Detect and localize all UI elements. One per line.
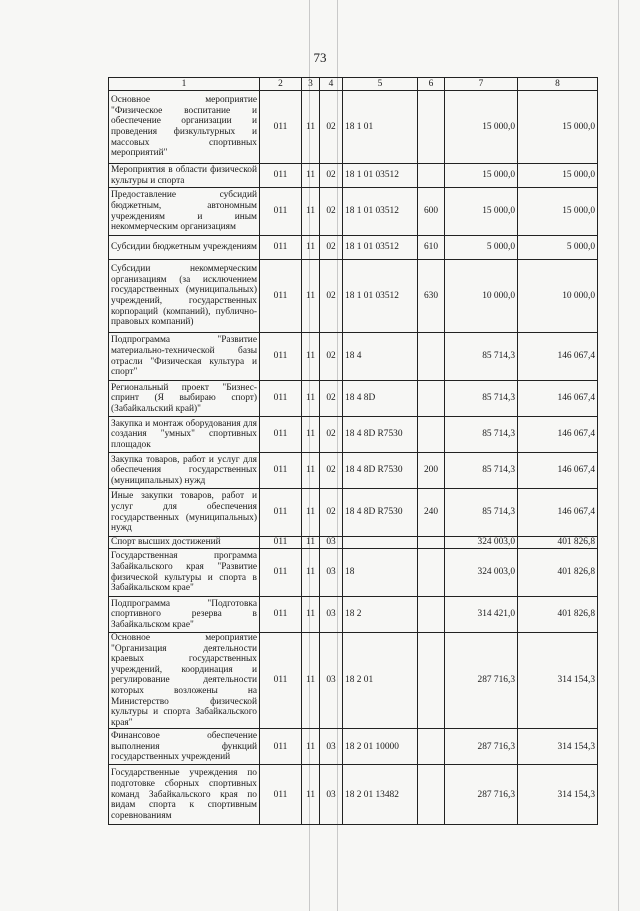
cell-col6	[418, 333, 445, 381]
cell-col6	[418, 417, 445, 453]
cell-col6	[418, 597, 445, 633]
row-name: Закупка и монтаж оборудования для создания "умных" спортивных площадок	[109, 417, 260, 453]
cell-col7: 15 000,0	[445, 164, 518, 188]
cell-col2: 011	[260, 633, 302, 729]
cell-col3: 11	[302, 597, 320, 633]
cell-col2: 011	[260, 188, 302, 236]
cell-col4: 02	[320, 489, 343, 537]
cell-col8: 10 000,0	[518, 260, 598, 333]
table-row	[109, 381, 598, 417]
cell-col6	[418, 729, 445, 765]
row-name: Спорт высших достижений	[109, 537, 260, 549]
cell-col8: 146 067,4	[518, 381, 598, 417]
row-name: Закупка товаров, работ и услуг для обеспечения государственных (муниципальных) нужд	[109, 453, 260, 489]
cell-col5: 18 4	[343, 333, 418, 381]
cell-col3: 11	[302, 489, 320, 537]
cell-col6: 200	[418, 453, 445, 489]
cell-col7: 287 716,3	[445, 633, 518, 729]
cell-col2: 011	[260, 537, 302, 549]
cell-col4: 03	[320, 537, 343, 549]
cell-col3: 11	[302, 333, 320, 381]
row-name: Основное мероприятие "Физическое воспитание и обеспечение организации и проведения физкультурных и массовых спортивных мероприятий"	[109, 91, 260, 164]
cell-col7: 85 714,3	[445, 333, 518, 381]
page-number: 73	[313, 50, 327, 65]
table-row	[109, 91, 598, 164]
cell-col4: 03	[320, 765, 343, 825]
cell-col8: 401 826,8	[518, 537, 598, 549]
cell-col3: 11	[302, 453, 320, 489]
cell-col2: 011	[260, 91, 302, 164]
cell-col2: 011	[260, 765, 302, 825]
cell-col5: 18 4 8D R7530	[343, 453, 418, 489]
cell-col4: 03	[320, 729, 343, 765]
cell-col5: 18 2	[343, 597, 418, 633]
cell-col8: 314 154,3	[518, 765, 598, 825]
cell-col4: 03	[320, 633, 343, 729]
row-name: Предоставление субсидий бюджетным, автономным учреждениям и иным некоммерческим организациям	[109, 188, 260, 236]
cell-col2: 011	[260, 260, 302, 333]
cell-col2: 011	[260, 236, 302, 260]
cell-col7: 85 714,3	[445, 489, 518, 537]
column-header: 7	[445, 78, 518, 91]
row-name: Финансовое обеспечение выполнения функций государственных учреждений	[109, 729, 260, 765]
cell-col3: 11	[302, 549, 320, 597]
cell-col3: 11	[302, 164, 320, 188]
cell-col5: 18 1 01 03512	[343, 260, 418, 333]
row-name: Мероприятия в области физической культуры и спорта	[109, 164, 260, 188]
cell-col7: 85 714,3	[445, 417, 518, 453]
cell-col2: 011	[260, 549, 302, 597]
cell-col6	[418, 765, 445, 825]
cell-col7: 287 716,3	[445, 729, 518, 765]
row-name: Субсидии бюджетным учреждениям	[109, 236, 260, 260]
cell-col3: 11	[302, 260, 320, 333]
cell-col2: 011	[260, 489, 302, 537]
table-row	[109, 489, 598, 537]
cell-col4: 03	[320, 549, 343, 597]
cell-col3: 11	[302, 417, 320, 453]
cell-col6	[418, 164, 445, 188]
cell-col6	[418, 381, 445, 417]
cell-col8: 146 067,4	[518, 417, 598, 453]
cell-col7: 324 003,0	[445, 537, 518, 549]
cell-col4: 02	[320, 260, 343, 333]
cell-col8: 401 826,8	[518, 597, 598, 633]
row-name: Субсидии некоммерческим организациям (за исключением государственных (муниципальных) учреждений, государственных корпораций (компаний), публично-правовых компаний)	[109, 260, 260, 333]
row-name: Государственные учреждения по подготовке сборных спортивных команд Забайкальского края по видам спорта к спортивным соревнованиям	[109, 765, 260, 825]
table-row	[109, 417, 598, 453]
cell-col5: 18 4 8D R7530	[343, 489, 418, 537]
cell-col5: 18 2 01	[343, 633, 418, 729]
row-name: Подпрограмма "Подготовка спортивного резерва в Забайкальском крае"	[109, 597, 260, 633]
cell-col5	[343, 537, 418, 549]
table-row	[109, 549, 598, 597]
row-name: Подпрограмма "Развитие материально-технической базы отрасли "Физическая культура и спорт"	[109, 333, 260, 381]
column-header: 4	[320, 78, 343, 91]
cell-col8: 5 000,0	[518, 236, 598, 260]
cell-col7: 324 003,0	[445, 549, 518, 597]
table-row	[109, 729, 598, 765]
cell-col7: 15 000,0	[445, 91, 518, 164]
table-row	[109, 597, 598, 633]
cell-col7: 287 716,3	[445, 765, 518, 825]
cell-col4: 02	[320, 91, 343, 164]
cell-col6: 600	[418, 188, 445, 236]
cell-col6	[418, 633, 445, 729]
cell-col7: 15 000,0	[445, 188, 518, 236]
cell-col3: 11	[302, 236, 320, 260]
column-header: 6	[418, 78, 445, 91]
cell-col6	[418, 91, 445, 164]
cell-col4: 02	[320, 453, 343, 489]
cell-col7: 85 714,3	[445, 381, 518, 417]
cell-col3: 11	[302, 537, 320, 549]
table-row	[109, 236, 598, 260]
cell-col3: 11	[302, 188, 320, 236]
table-row	[109, 260, 598, 333]
cell-col2: 011	[260, 453, 302, 489]
table-row	[109, 164, 598, 188]
row-name: Региональный проект "Бизнес-спринт (Я выбираю спорт) (Забайкальский край)"	[109, 381, 260, 417]
table-row	[109, 333, 598, 381]
scan-artifact-line	[618, 0, 619, 911]
budget-table	[108, 77, 598, 825]
table-row	[109, 188, 598, 236]
cell-col4: 02	[320, 417, 343, 453]
cell-col7: 314 421,0	[445, 597, 518, 633]
cell-col3: 11	[302, 633, 320, 729]
cell-col7: 5 000,0	[445, 236, 518, 260]
cell-col8: 314 154,3	[518, 633, 598, 729]
cell-col4: 03	[320, 597, 343, 633]
column-header: 2	[260, 78, 302, 91]
cell-col4: 02	[320, 188, 343, 236]
cell-col8: 146 067,4	[518, 489, 598, 537]
cell-col5: 18 2 01 13482	[343, 765, 418, 825]
row-name: Основное мероприятие "Организация деятельности краевых государственных учреждений, координация и регулирование деятельности которых возложены на Министерство физической культуры и спорта Забайкальского края"	[109, 633, 260, 729]
row-name: Иные закупки товаров, работ и услуг для обеспечения государственных (муниципальных) нужд	[109, 489, 260, 537]
cell-col7: 85 714,3	[445, 453, 518, 489]
cell-col4: 02	[320, 236, 343, 260]
cell-col8: 401 826,8	[518, 549, 598, 597]
cell-col8: 15 000,0	[518, 188, 598, 236]
table-row	[109, 765, 598, 825]
cell-col5: 18 1 01 03512	[343, 236, 418, 260]
cell-col6	[418, 549, 445, 597]
cell-col3: 11	[302, 765, 320, 825]
cell-col5: 18	[343, 549, 418, 597]
table-row	[109, 537, 598, 549]
column-header: 3	[302, 78, 320, 91]
cell-col5: 18 4 8D	[343, 381, 418, 417]
cell-col8: 314 154,3	[518, 729, 598, 765]
cell-col2: 011	[260, 597, 302, 633]
table-row	[109, 633, 598, 729]
column-header: 8	[518, 78, 598, 91]
cell-col8: 146 067,4	[518, 453, 598, 489]
cell-col6	[418, 537, 445, 549]
cell-col5: 18 1 01	[343, 91, 418, 164]
cell-col8: 15 000,0	[518, 164, 598, 188]
cell-col5: 18 4 8D R7530	[343, 417, 418, 453]
cell-col2: 011	[260, 333, 302, 381]
column-header: 1	[109, 78, 260, 91]
row-name: Государственная программа Забайкальского края "Развитие физической культуры и спорта в Забайкальском крае"	[109, 549, 260, 597]
cell-col4: 02	[320, 164, 343, 188]
cell-col2: 011	[260, 729, 302, 765]
cell-col5: 18 2 01 10000	[343, 729, 418, 765]
cell-col5: 18 1 01 03512	[343, 188, 418, 236]
cell-col7: 10 000,0	[445, 260, 518, 333]
table-row	[109, 453, 598, 489]
cell-col3: 11	[302, 729, 320, 765]
cell-col2: 011	[260, 164, 302, 188]
cell-col3: 11	[302, 381, 320, 417]
cell-col8: 15 000,0	[518, 91, 598, 164]
cell-col6: 630	[418, 260, 445, 333]
cell-col5: 18 1 01 03512	[343, 164, 418, 188]
cell-col2: 011	[260, 381, 302, 417]
cell-col3: 11	[302, 91, 320, 164]
column-header: 5	[343, 78, 418, 91]
cell-col6: 240	[418, 489, 445, 537]
cell-col2: 011	[260, 417, 302, 453]
cell-col6: 610	[418, 236, 445, 260]
cell-col4: 02	[320, 333, 343, 381]
header-row	[109, 78, 598, 91]
cell-col8: 146 067,4	[518, 333, 598, 381]
table-body	[109, 91, 598, 825]
cell-col4: 02	[320, 381, 343, 417]
